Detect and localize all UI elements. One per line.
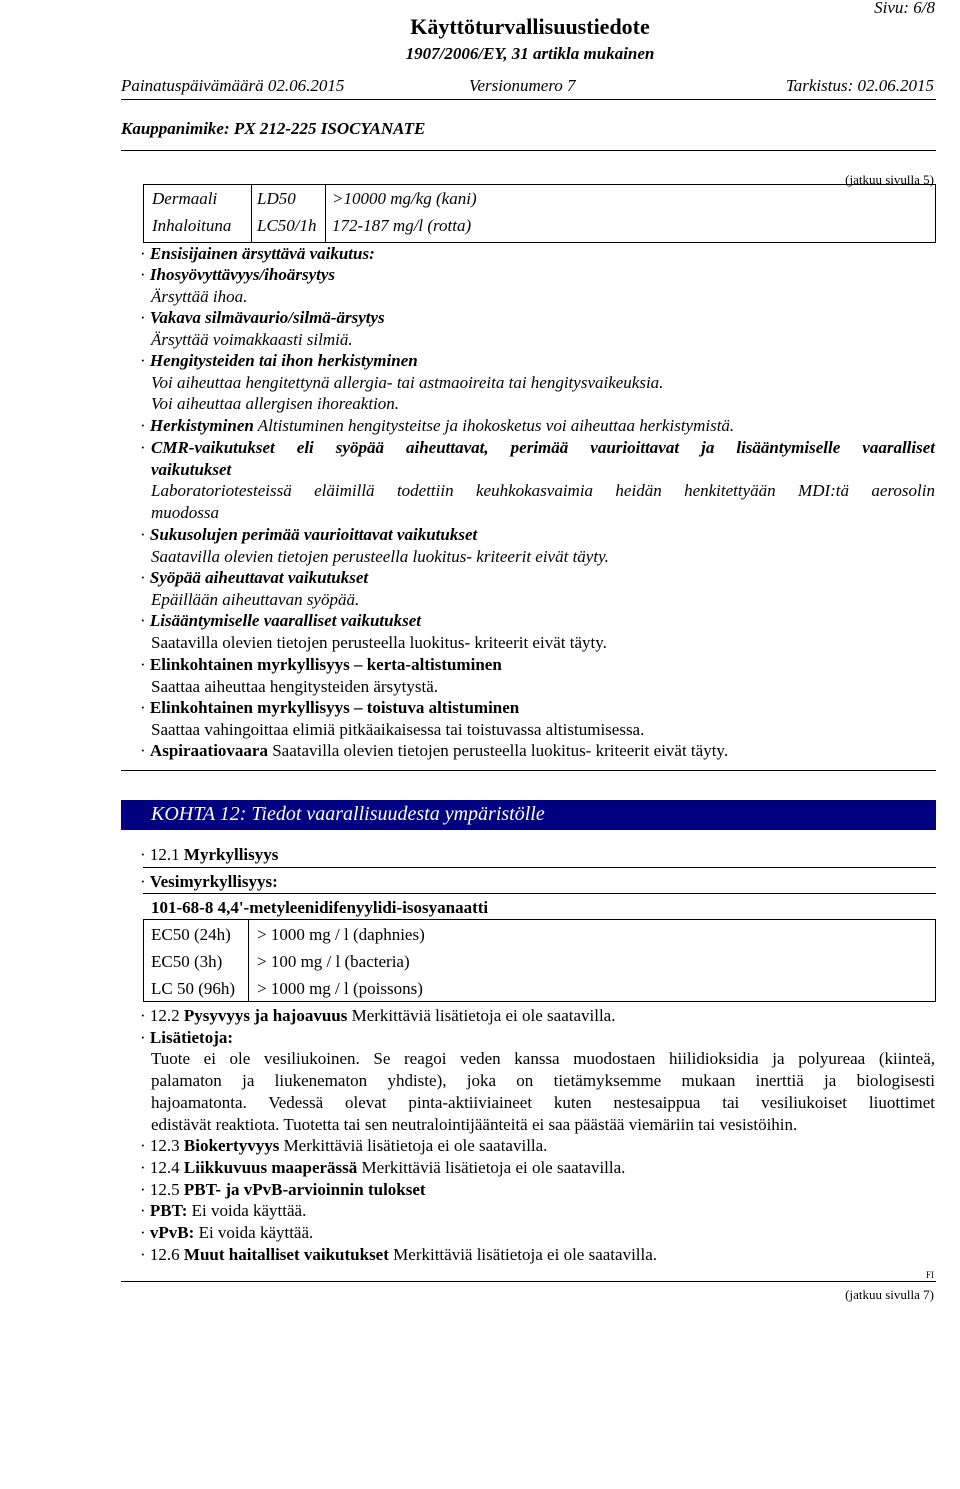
version-number: Versionumero 7 — [469, 76, 576, 95]
body-text: Voi aiheuttaa allergisen ihoreaktion. — [151, 394, 400, 413]
body-text: Saatavilla olevien tietojen perusteella luokitus- kriteerit eivät täyty. — [151, 633, 607, 652]
body-text: Saatavilla olevien tietojen perusteella luokitus- kriteerit eivät täyty. — [151, 547, 609, 566]
footer-rule — [121, 1281, 936, 1282]
table-cell: Inhaloituna — [152, 216, 232, 235]
table-cell: EC50 (3h) — [151, 952, 223, 971]
list-item: · Sukusolujen perimää vaurioittavat vaikutukset — [140, 525, 478, 544]
continued-to: (jatkuu sivulla 7) — [845, 1287, 934, 1302]
list-item: · 12.6 Muut haitalliset vaikutukset Merkittäviä lisätietoja ei ole saatavilla. — [140, 1245, 658, 1264]
body-text: hajoamatonta. Vedessä olevat pinta-aktiiviaineet kuten nestesaippua tai vesiliukoiset liuottimet — [151, 1093, 935, 1112]
header-rule — [121, 99, 936, 100]
trade-name: Kauppanimike: PX 212-225 ISOCYANATE — [121, 119, 426, 138]
trade-rule — [121, 150, 936, 151]
toxicity-table — [143, 184, 936, 243]
list-item: · Lisätietoja: — [140, 1028, 234, 1047]
list-item: · Aspiraatiovaara Saatavilla olevien tietojen perusteella luokitus- kriteerit eivät täyty. — [140, 741, 729, 760]
list-item: · Hengitysteiden tai ihon herkistyminen — [140, 351, 418, 370]
list-item: · Elinkohtainen myrkyllisyys – kerta-altistuminen — [140, 655, 502, 674]
document-title: Käyttöturvallisuustiedote — [410, 14, 650, 39]
cmr-heading-cont: vaikutukset — [151, 460, 232, 479]
list-item: · vPvB: Ei voida käyttää. — [140, 1223, 314, 1242]
body-text: Tuote ei ole vesiliukoinen. Se reagoi veden kanssa muodostaen hiilidioksidia ja polyureaa (kiinteä, — [151, 1049, 935, 1068]
section-rule — [121, 770, 936, 771]
substance-name: 101-68-8 4,4'-metyleenidifenyylidi-isosyanaatti — [151, 898, 489, 917]
body-text: Ärsyttää voimakkaasti silmiä. — [151, 330, 353, 349]
body-text: Epäillään aiheuttavan syöpää. — [151, 590, 360, 609]
body-text: Voi aiheuttaa hengitettynä allergia- tai astmaoireita tai hengitysvaikeuksia. — [151, 373, 664, 392]
table-cell: LD50 — [257, 189, 296, 208]
table-cell: > 1000 mg / l (poissons) — [257, 979, 423, 998]
list-item: · 12.5 PBT- ja vPvB-arvioinnin tulokset — [140, 1180, 426, 1199]
body-text: Ärsyttää ihoa. — [151, 287, 248, 306]
list-item: · Lisääntymiselle vaaralliset vaikutukset — [140, 611, 421, 630]
body-text: muodossa — [151, 503, 220, 522]
list-item: · 12.4 Liikkuvuus maaperässä Merkittäviä lisätietoja ei ole saatavilla. — [140, 1158, 626, 1177]
table-cell: Dermaali — [152, 189, 218, 208]
list-item: · Ihosyövyttävyys/ihoärsytys — [140, 265, 336, 284]
list-item: · Ensisijainen ärsyttävä vaikutus: — [140, 244, 375, 263]
list-item: · 12.3 Biokertyvyys Merkittäviä lisätietoja ei ole saatavilla. — [140, 1136, 548, 1155]
table-cell: 172-187 mg/l (rotta) — [332, 216, 472, 235]
continued-from: (jatkuu sivulla 5) — [845, 172, 934, 187]
page-number: Sivu: 6/8 — [874, 0, 935, 17]
table-cell: > 1000 mg / l (daphnies) — [257, 925, 425, 944]
table-cell: > 100 mg / l (bacteria) — [257, 952, 410, 971]
list-item: · — [140, 438, 146, 457]
table-cell: LC50/1h — [257, 216, 317, 235]
language-code: FI — [925, 1270, 934, 1280]
table-cell: EC50 (24h) — [151, 925, 231, 944]
body-text: Saattaa vahingoittaa elimiä pitkäaikaisessa tai toistuvassa altistumisessa. — [151, 720, 645, 739]
cmr-heading: CMR-vaikutukset eli syöpää aiheuttavat, perimää vaurioittavat ja lisääntymiselle vaaralliset — [151, 438, 935, 457]
body-text: Saattaa aiheuttaa hengitysteiden ärsytystä. — [151, 677, 439, 696]
list-item: · 12.1 Myrkyllisyys — [140, 845, 279, 864]
body-text: palamaton ja liukenematon yhdiste), joka on tietämyksemme mukaan inerttiä ja biologisesti — [151, 1071, 935, 1090]
body-text: edistävät reaktiota. Tuotetta tai sen neutralointijäänteitä ei saa päästää viemäriin tai vesistöihin. — [151, 1115, 798, 1134]
list-item: · Syöpää aiheuttavat vaikutukset — [140, 568, 369, 587]
list-item: · Elinkohtainen myrkyllisyys – toistuva altistuminen — [140, 698, 520, 717]
list-item: · Vakava silmävaurio/silmä-ärsytys — [140, 308, 385, 327]
ecotoxicity-table — [143, 919, 936, 1002]
list-item: · Vesimyrkyllisyys: — [140, 872, 278, 891]
list-item: · PBT: Ei voida käyttää. — [140, 1201, 307, 1220]
section-12-title: KOHTA 12: Tiedot vaarallisuudesta ympäristölle — [151, 803, 545, 825]
print-date: Painatuspäivämäärä 02.06.2015 — [121, 76, 345, 95]
list-item: · Herkistyminen Altistuminen hengitysteitse ja ihokosketus voi aiheuttaa herkistymistä. — [140, 416, 735, 435]
table-cell: LC 50 (96h) — [151, 979, 236, 998]
body-text: Laboratoriotesteissä eläimillä todettiin keuhkokasvaimia heidän henkitettyään MDI:tä aerosolin — [151, 481, 935, 500]
revision-date: Tarkistus: 02.06.2015 — [785, 76, 934, 95]
document-subtitle: 1907/2006/EY, 31 artikla mukainen — [405, 44, 655, 63]
list-item: · 12.2 Pysyvyys ja hajoavuus Merkittäviä lisätietoja ei ole saatavilla. — [140, 1006, 616, 1025]
table-cell: >10000 mg/kg (kani) — [332, 189, 477, 208]
